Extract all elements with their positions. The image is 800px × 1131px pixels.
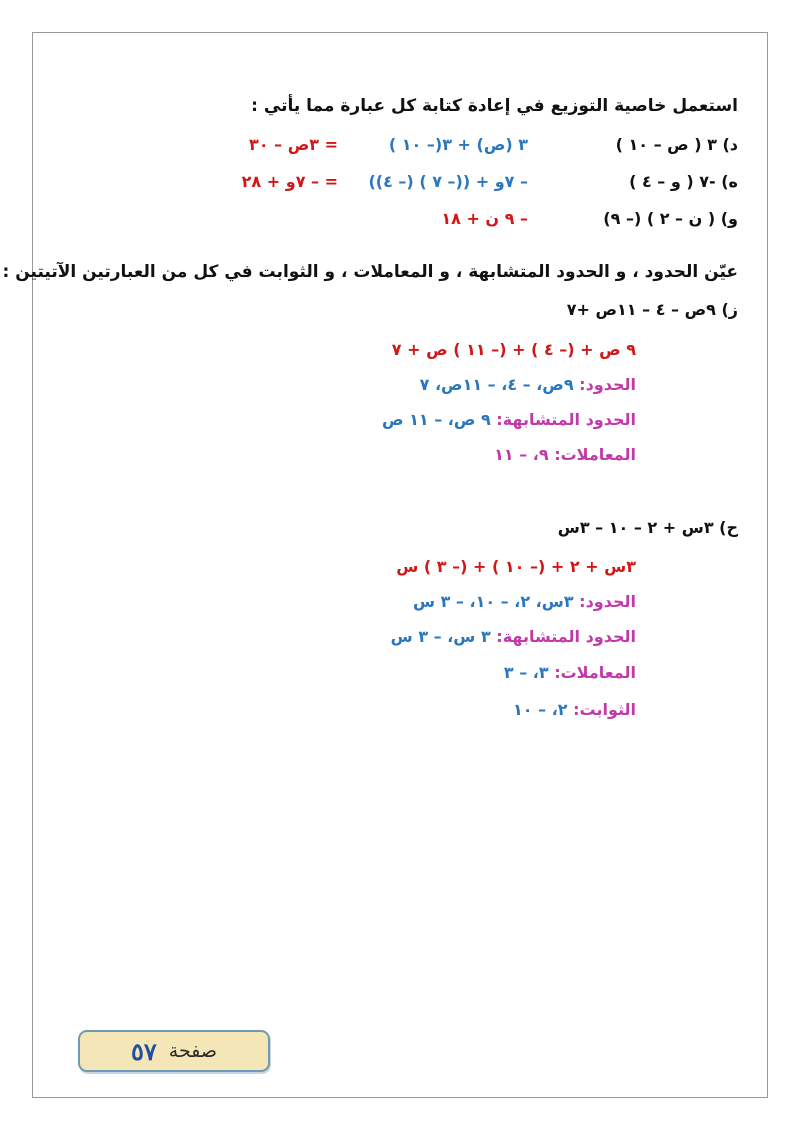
- problem-d-step: ٣ (ص) + ٣(– ١٠ ): [388, 135, 528, 154]
- page-number: ٥٧: [131, 1036, 157, 1066]
- coefficients-label: المعاملات:: [554, 445, 636, 464]
- problem-d: د) ٣ ( ص – ١٠ ): [615, 135, 738, 154]
- page-label: صفحة: [168, 1040, 217, 1062]
- page-number-badge: [78, 1030, 270, 1072]
- terms-value: ٣س، ٢، – ١٠، – ٣ س: [412, 592, 574, 611]
- problem-h-step: – ٧و + ((– ٧ ) (– ٤)): [368, 172, 528, 191]
- terms-label: الحدود:: [579, 375, 636, 394]
- terms-label: الحدود:: [579, 592, 636, 611]
- constants-label: الثوابت:: [573, 700, 636, 719]
- problem-h2-rewrite: ٣س + ٢ + (– ١٠ ) + (– ٣ ) س: [396, 557, 636, 576]
- problem-h2-like-terms: [391, 627, 636, 647]
- problem-h: ه) -٧ ( و – ٤ ): [629, 172, 738, 191]
- coefficients-label: المعاملات:: [554, 663, 636, 682]
- coefficients-value: ٩، – ١١: [494, 445, 549, 464]
- problem-z-coefficients: [494, 445, 636, 465]
- like-terms-label: الحدود المتشابهة:: [496, 410, 636, 429]
- like-terms-value: ٩ ص، – ١١ ص: [382, 410, 491, 429]
- problem-h-result: = – ٧و + ٢٨: [241, 172, 338, 191]
- problem-z: ز) ٩ص – ٤ – ١١ص +٧: [566, 300, 738, 319]
- terms-value: ٩ص، – ٤، – ١١ص، ٧: [419, 375, 574, 394]
- problem-w-result: – ٩ ن + ١٨: [441, 209, 528, 228]
- problem-w: و) ( ن – ٢ ) (– ٩): [603, 209, 738, 228]
- coefficients-value: ٣، – ٣: [503, 663, 549, 682]
- like-terms-value: ٣ س، – ٣ س: [390, 627, 491, 646]
- problem-h2: ح) ٣س + ٢ – ١٠ – ٣س: [557, 518, 738, 537]
- problem-h2-coefficients: [504, 663, 636, 683]
- problem-h2-terms: [413, 592, 636, 612]
- problem-z-like-terms: [382, 410, 636, 430]
- problem-z-rewrite: ٩ ص + (– ٤ ) + (– ١١ ) ص + ٧: [391, 340, 636, 359]
- like-terms-label: الحدود المتشابهة:: [496, 627, 636, 646]
- problem-h2-constants: [513, 700, 636, 720]
- section2-heading: عيّن الحدود ، و الحدود المتشابهة ، و المعاملات ، و الثوابت في كل من العبارتين الآتيتين :: [2, 262, 738, 282]
- section1-heading: استعمل خاصية التوزيع في إعادة كتابة كل عبارة مما يأتي :: [251, 96, 738, 116]
- constants-value: ٢، – ١٠: [513, 700, 568, 719]
- problem-z-terms: [420, 375, 636, 395]
- problem-d-result: = ٣ص – ٣٠: [249, 135, 338, 154]
